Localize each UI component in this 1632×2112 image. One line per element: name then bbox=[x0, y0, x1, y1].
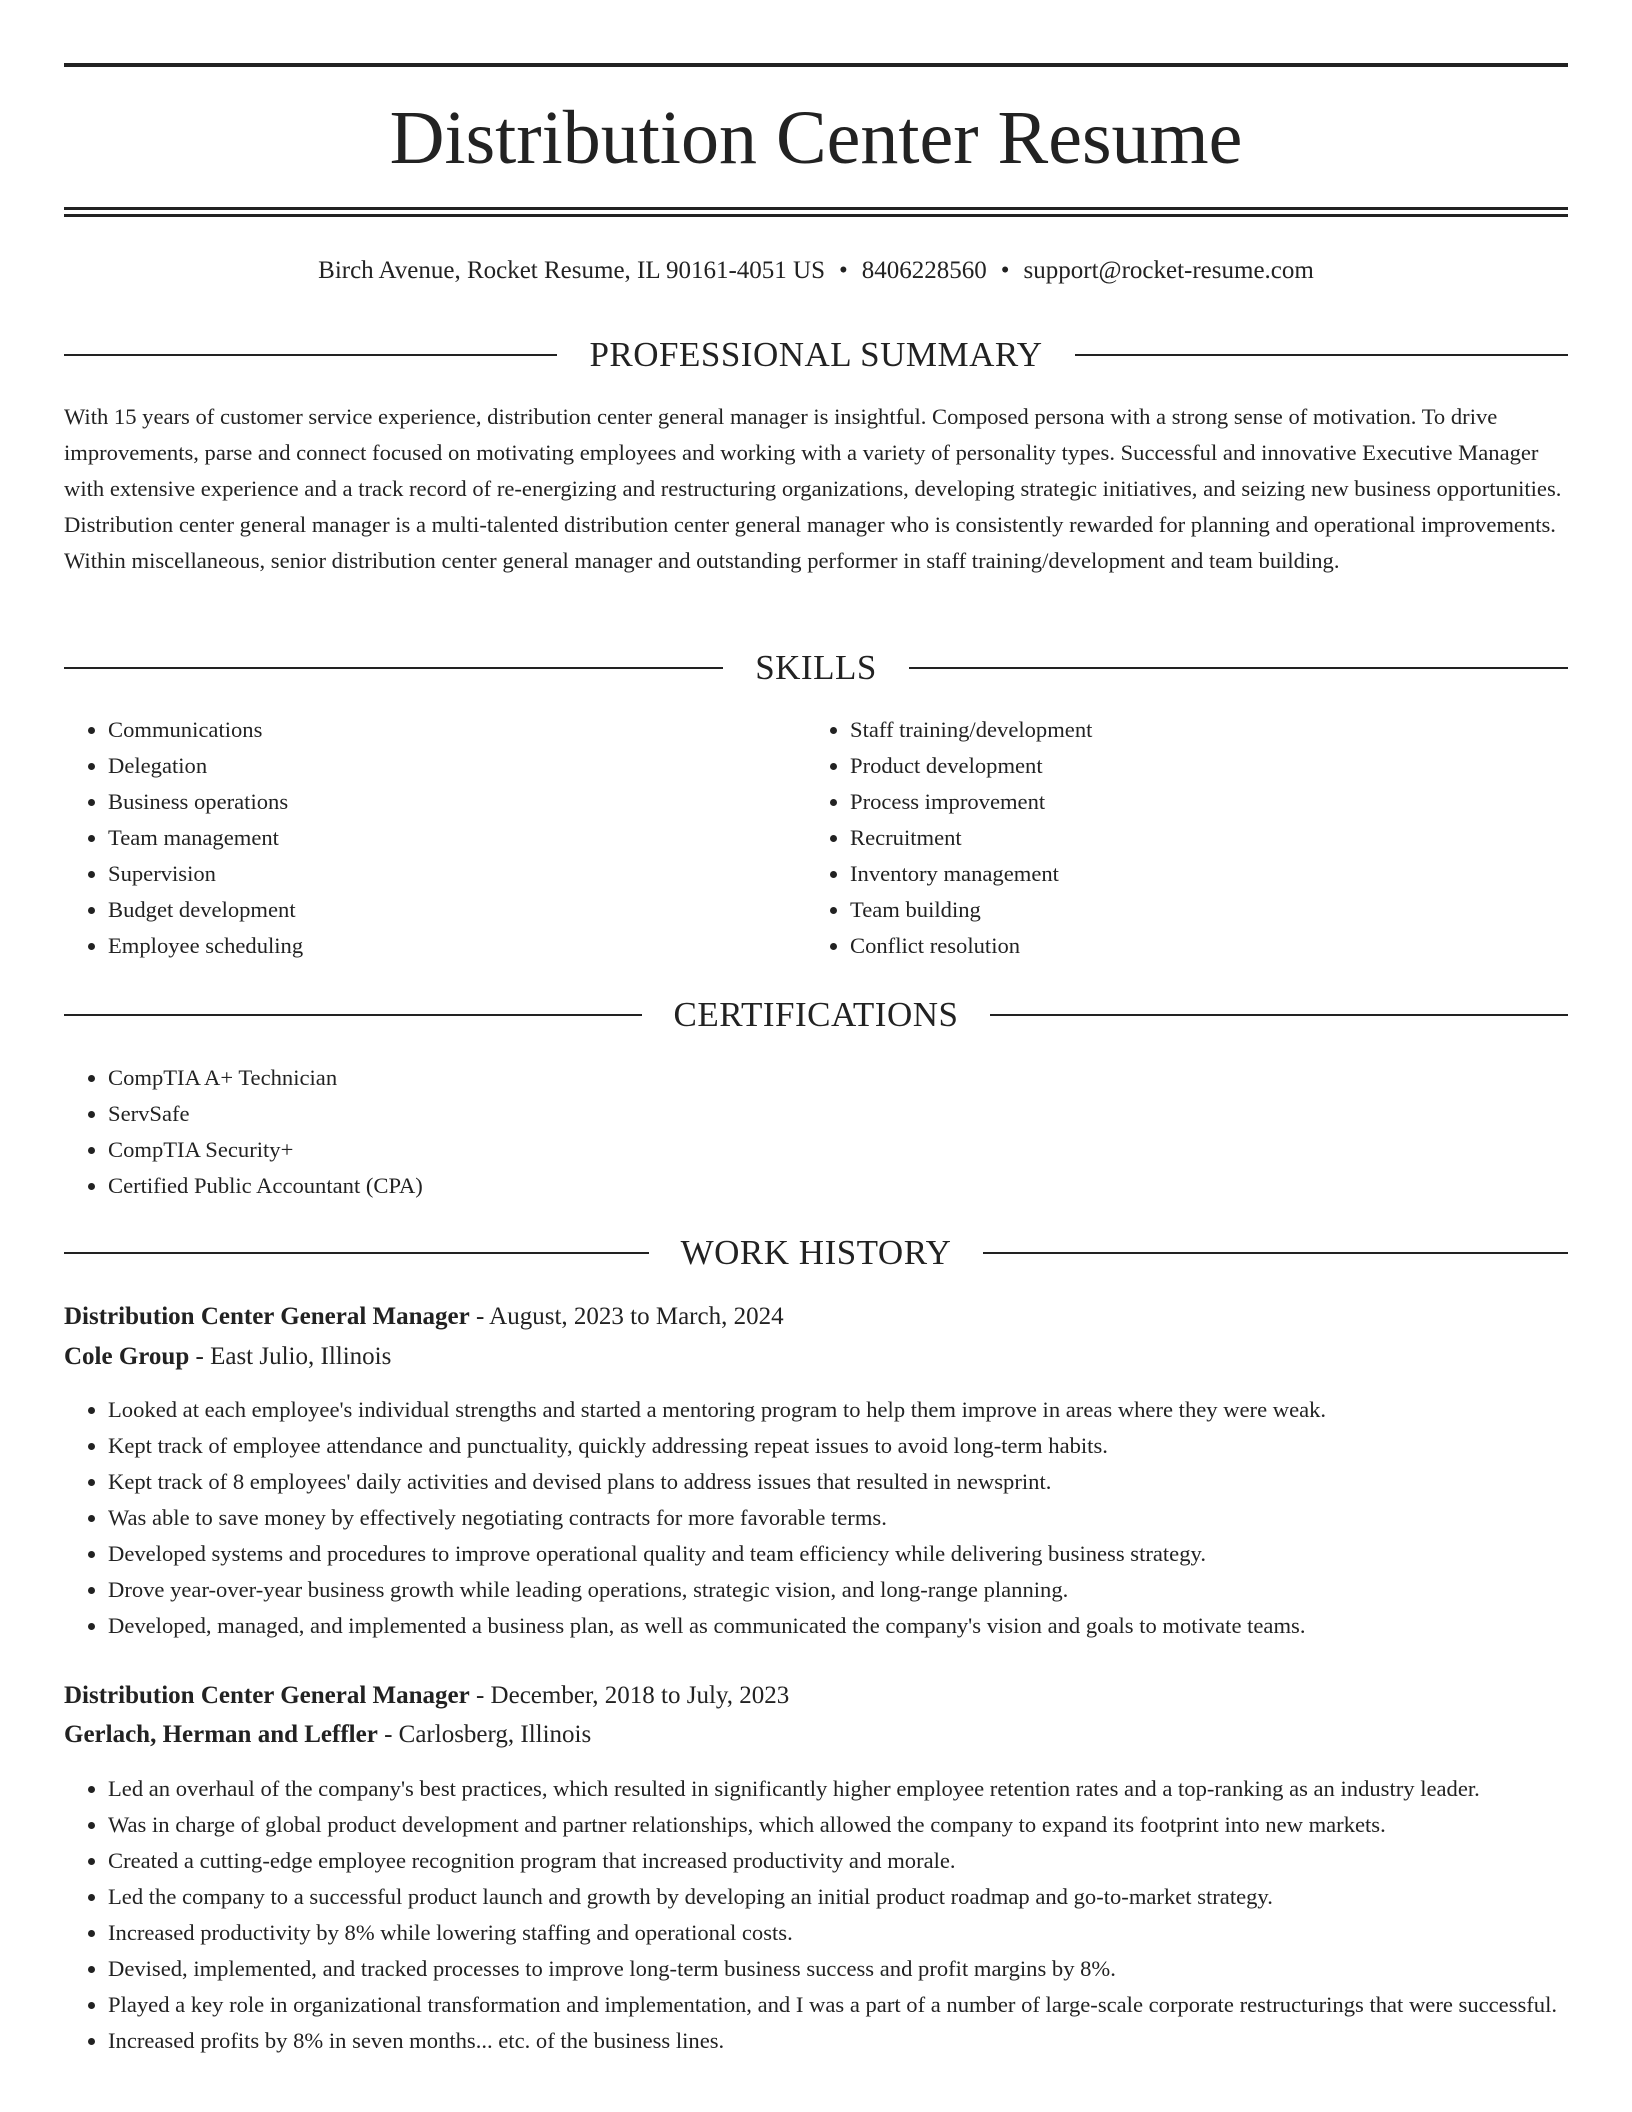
section-title: PROFESSIONAL SUMMARY bbox=[589, 335, 1043, 374]
section-heading-skills bbox=[64, 646, 1568, 690]
job-location: - Carlosberg, Illinois bbox=[377, 1721, 592, 1748]
summary-paragraph: With 15 years of customer service experience, distribution center general manager is insightful. Composed persona with a strong sense of motivation. To drive improvements, parse and connect focused on motivating employees and working with a variety of personality types. Successful and innovative Executive Manager with extensive experience and a track record of re-energizing and restructuring organizations, developing strategic initiatives, and seizing new business opportunities. Distribution center general manager is a multi-talented distribution center general manager who is consistently rewarded for planning and operational improvements. Within miscellaneous, senior distribution center general manager and outstanding performer in staff training/development and team building. bbox=[64, 404, 1562, 573]
skill-item: • Staff training/development bbox=[850, 712, 1550, 748]
contact-phone: 8406228560 bbox=[861, 257, 987, 284]
certification-item: • CompTIA Security+ bbox=[108, 1132, 1568, 1168]
job-bullet: • Led the company to a successful product launch and growth by developing an initial product roadmap and go-to-market strategy. bbox=[108, 1879, 1568, 1915]
skill-item: • Product development bbox=[850, 748, 1550, 784]
heading-rule bbox=[64, 1252, 649, 1254]
heading-rule bbox=[64, 1014, 642, 1016]
job-bullet: • Increased productivity by 8% while lowering staffing and operational costs. bbox=[108, 1915, 1568, 1951]
skill-item: • Recruitment bbox=[850, 820, 1550, 856]
job-bullet: • Developed systems and procedures to improve operational quality and team efficiency while delivering business strategy. bbox=[108, 1536, 1568, 1572]
skill-item: • Communications bbox=[108, 712, 808, 748]
heading-rule bbox=[64, 667, 723, 669]
job-bullet: • Drove year-over-year business growth while leading operations, strategic vision, and long-range planning. bbox=[108, 1572, 1568, 1608]
skills-list-right bbox=[806, 712, 1550, 964]
certifications-list bbox=[64, 1060, 1568, 1204]
skill-item: • Supervision bbox=[108, 856, 808, 892]
skill-item: • Conflict resolution bbox=[850, 928, 1550, 964]
skill-item: • Delegation bbox=[108, 748, 808, 784]
job-bullet: • Was in charge of global product development and partner relationships, which allowed the company to expand its footprint into new markets. bbox=[108, 1807, 1568, 1843]
job-title-line bbox=[64, 1677, 1568, 1715]
job-bullet: • Was able to save money by effectively negotiating contracts for more favorable terms. bbox=[108, 1500, 1568, 1536]
top-rule bbox=[64, 63, 1568, 67]
title-double-rule bbox=[64, 207, 1568, 217]
section-title: CERTIFICATIONS bbox=[673, 995, 959, 1034]
contact-address: Birch Avenue, Rocket Resume, IL 90161-4051 US bbox=[318, 257, 826, 284]
job-title: Distribution Center General Manager bbox=[64, 1303, 470, 1330]
job-company-line bbox=[64, 1716, 1568, 1754]
skill-item: • Process improvement bbox=[850, 784, 1550, 820]
job-bullet: • Played a key role in organizational transformation and implementation, and I was a part of a number of large-scale corporate restructurings that were successful. bbox=[108, 1987, 1568, 2023]
job-dates: - December, 2018 to July, 2023 bbox=[469, 1682, 790, 1709]
skill-item: • Budget development bbox=[108, 892, 808, 928]
certification-item: • Certified Public Accountant (CPA) bbox=[108, 1168, 1568, 1204]
contact-line bbox=[64, 254, 1568, 288]
contact-separator: • bbox=[839, 257, 848, 284]
job-bullets bbox=[64, 1771, 1568, 2059]
resume-title: Distribution Center Resume bbox=[389, 96, 1243, 180]
heading-rule bbox=[909, 667, 1568, 669]
job-title-line bbox=[64, 1298, 1568, 1336]
heading-rule bbox=[990, 1014, 1568, 1016]
job-bullet: • Increased profits by 8% in seven months... etc. of the business lines. bbox=[108, 2023, 1568, 2059]
job-bullet: • Looked at each employee's individual strengths and started a mentoring program to help them improve in areas where they were weak. bbox=[108, 1392, 1568, 1428]
contact-separator: • bbox=[1000, 257, 1010, 284]
skill-item: • Team management bbox=[108, 820, 808, 856]
skill-item: • Team building bbox=[850, 892, 1550, 928]
job-location: - East Julio, Illinois bbox=[189, 1343, 392, 1370]
heading-rule bbox=[64, 354, 557, 356]
heading-rule bbox=[1075, 354, 1568, 356]
job-bullet: • Developed, managed, and implemented a business plan, as well as communicated the company's vision and goals to motivate teams. bbox=[108, 1608, 1568, 1644]
certification-item: • CompTIA A+ Technician bbox=[108, 1060, 1568, 1096]
skill-item: • Business operations bbox=[108, 784, 808, 820]
skill-item: • Inventory management bbox=[850, 856, 1550, 892]
job-bullets bbox=[64, 1392, 1568, 1644]
job-bullet: • Created a cutting-edge employee recognition program that increased productivity and morale. bbox=[108, 1843, 1568, 1879]
section-heading-certifications bbox=[64, 993, 1568, 1037]
job-company: Cole Group bbox=[64, 1343, 190, 1370]
job-bullet: • Led an overhaul of the company's best practices, which resulted in significantly higher employee retention rates and a top-ranking as an industry leader. bbox=[108, 1771, 1568, 1807]
job-bullet: • Kept track of employee attendance and punctuality, quickly addressing repeat issues to avoid long-term habits. bbox=[108, 1428, 1568, 1464]
job-company-line bbox=[64, 1338, 1568, 1376]
skill-item: • Employee scheduling bbox=[108, 928, 808, 964]
job-bullet: • Devised, implemented, and tracked processes to improve long-term business success and profit margins by 8%. bbox=[108, 1951, 1568, 1987]
section-title: SKILLS bbox=[755, 648, 877, 687]
section-heading-work-history bbox=[64, 1231, 1568, 1275]
job-bullet: • Kept track of 8 employees' daily activities and devised plans to address issues that resulted in newsprint. bbox=[108, 1464, 1568, 1500]
contact-email: support@rocket-resume.com bbox=[1023, 257, 1314, 284]
section-heading-summary bbox=[64, 333, 1568, 377]
section-title: WORK HISTORY bbox=[680, 1233, 952, 1272]
skills-list-left bbox=[64, 712, 808, 964]
job-title: Distribution Center General Manager bbox=[64, 1682, 470, 1709]
heading-rule bbox=[983, 1252, 1568, 1254]
job-company: Gerlach, Herman and Leffler bbox=[64, 1721, 378, 1748]
job-dates: - August, 2023 to March, 2024 bbox=[469, 1303, 784, 1330]
certification-item: • ServSafe bbox=[108, 1096, 1568, 1132]
